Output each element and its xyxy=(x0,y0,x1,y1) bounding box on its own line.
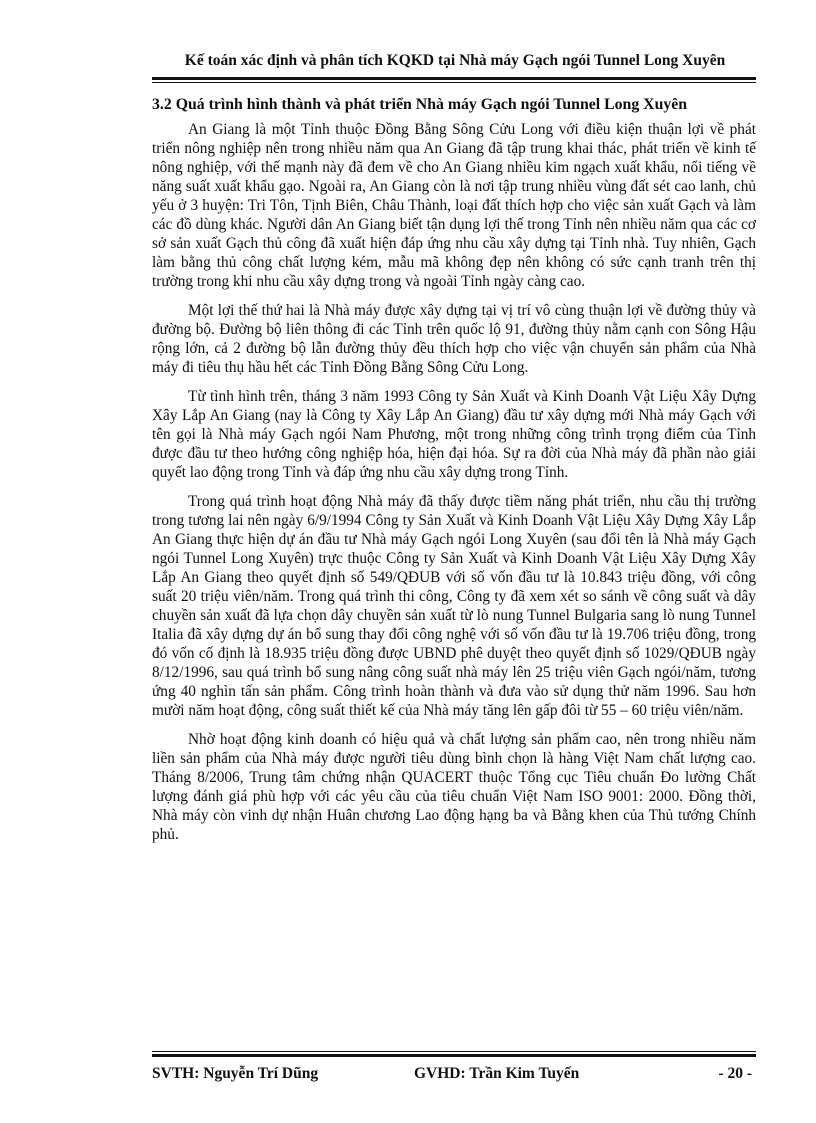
page-number: - 20 - xyxy=(718,1065,752,1082)
section-heading: 3.2 Quá trình hình thành và phát triển Nhà máy Gạch ngói Tunnel Long Xuyên xyxy=(152,96,688,113)
paragraph-2: Một lợi thế thứ hai là Nhà máy được xây dựng tại vị trí vô cùng thuận lợi về đường thủy và đường bộ. Đường bộ liên thông đi các Tỉnh trên quốc lộ 91, đường thủy nằm cạnh con Sông Hậu rộng lớn, cả 2 đường bộ lẫn đường thủy đều thích hợp cho việc vận chuyển sản phẩm của Nhà máy đi tiêu thụ hầu hết các Tỉnh Đồng Bằng Sông Cửu Long. xyxy=(152,302,756,376)
header-rule-thin xyxy=(152,82,756,83)
footer-rule-thin xyxy=(152,1051,756,1052)
page-header-title: Kế toán xác định và phân tích KQKD tại Nhà máy Gạch ngói Tunnel Long Xuyên xyxy=(184,52,726,69)
paragraph-5: Nhờ hoạt động kinh doanh có hiệu quả và chất lượng sản phẩm cao, nên trong nhiều năm liền sản phẩm của Nhà máy được người tiêu dùng bình chọn là hàng Việt Nam chất lượng cao. Tháng 8/2006, Trung tâm chứng nhận QUACERT thuộc Tổng cục Tiêu chuẩn Đo lường Chất lượng đánh giá phù hợp với các yêu cầu của tiêu chuẩn Việt Nam ISO 9001: 2000. Đồng thời, Nhà máy còn vinh dự nhận Huân chương Lao động hạng ba và Bằng khen của Thủ tướng Chính phủ. xyxy=(152,731,756,843)
footer-advisor: GVHD: Trần Kim Tuyến xyxy=(414,1065,580,1082)
footer-rule-thick xyxy=(152,1054,756,1057)
paragraph-4: Trong quá trình hoạt động Nhà máy đã thấy được tiềm năng phát triển, nhu cầu thị trường trong tương lai nên ngày 6/9/1994 Công ty Sản Xuất và Kinh Doanh Vật Liệu Xây Dựng Xây Lắp An Giang thực hiện dự án đầu tư Nhà máy Gạch ngói Long Xuyên (sau đổi tên là Nhà máy Gạch ngói Tunnel Long Xuyên) trực thuộc Công ty Sản Xuất và Kinh Doanh Vật Liệu Xây Dựng Xây Lắp An Giang theo quyết định số 549/QĐUB với số vốn đầu tư là 10.843 triệu đồng, với công suất 20 triệu viên/năm. Trong quá trình thi công, Công ty đã xem xét so sánh về công suất và dây chuyền sản xuất đã lựa chọn dây chuyền sản xuất từ lò nung Tunnel Bulgaria sang lò nung Tunnel Italia đã xây dựng dự án bổ sung thay đổi công nghệ với số vốn đầu tư là 19.706 triệu đồng, trong đó vốn cố định là 18.935 triệu đồng được UBND phê duyệt theo quyết định số 1029/QĐUB ngày 8/12/1996, sau quá trình bổ sung nâng công suất nhà máy lên 25 triệu viên Gạch ngói/năm, tương ứng 40 nghìn tấn sản phẩm. Công trình hoàn thành và đưa vào sử dụng thử năm 1996. Sau hơn mười năm hoạt động, công suất thiết kế của Nhà máy tăng lên gấp đôi từ 55 – 60 triệu viên/năm. xyxy=(152,493,756,719)
paragraph-1: An Giang là một Tỉnh thuộc Đồng Bằng Sông Cửu Long với điều kiện thuận lợi về phát triển nông nghiệp nên trong nhiều năm qua An Giang đã tập trung khai thác, phát triển về kinh tế nông nghiệp, với thế mạnh này đã đem về cho An Giang nhiều kim ngạch xuất khẩu, nổi tiếng về năng suất xuất khẩu gạo. Ngoài ra, An Giang còn là nơi tập trung nhiều vùng đất sét cao lanh, chủ yếu ở 3 huyện: Tri Tôn, Tịnh Biên, Châu Thành, loại đất thích hợp cho việc sản xuất Gạch và làm các đồ dùng khác. Người dân An Giang biết tận dụng lợi thế trong Tỉnh nên nhiều năm qua các cơ sở sản xuất Gạch thủ công đã xuất hiện đáp ứng nhu cầu xây dựng tại Tỉnh nhà. Tuy nhiên, Gạch làm bằng thủ công chất lượng kém, mẫu mã không đẹp nên không có sức cạnh tranh trên thị trường trong khi nhu cầu xây dựng trong và ngoài Tỉnh ngày càng cao. xyxy=(152,121,756,290)
footer-student: SVTH: Nguyễn Trí Dũng xyxy=(152,1065,319,1082)
page-footer xyxy=(152,1064,756,1084)
body-text xyxy=(152,120,756,854)
header-rule-thick xyxy=(152,77,756,80)
paragraph-3: Từ tình hình trên, tháng 3 năm 1993 Công ty Sản Xuất và Kinh Doanh Vật Liệu Xây Dựng Xây Lắp An Giang (nay là Công ty Xây Lắp An Giang) đầu tư xây dựng mới Nhà máy Gạch với tên gọi là Nhà máy Gạch ngói Nam Phương, một trong những công trình trọng điểm của Tỉnh được đầu tư theo hướng công nghiệp hóa, hiện đại hóa. Sự ra đời của Nhà máy đã phần nào giải quyết lao động trong Tỉnh và đáp ứng nhu cầu xây dựng trong Tỉnh. xyxy=(152,388,756,481)
